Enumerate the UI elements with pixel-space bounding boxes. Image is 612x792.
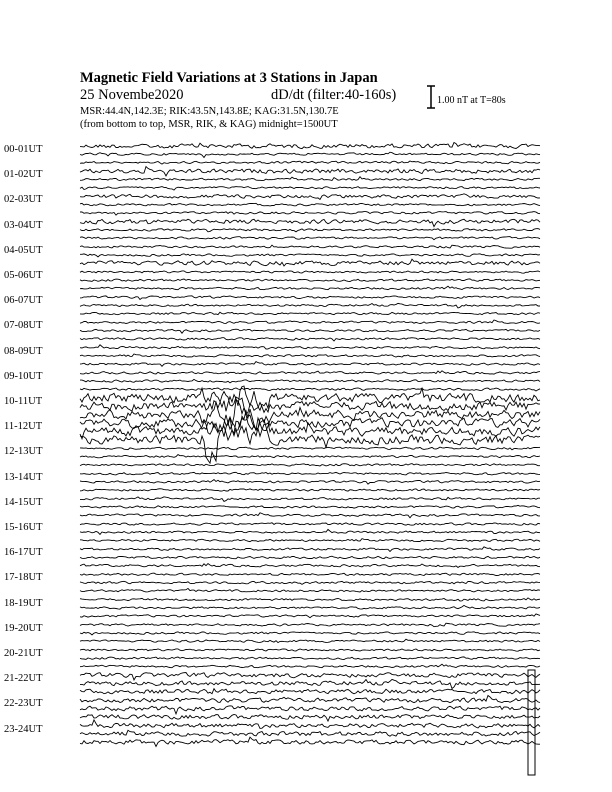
hour-label: 03-04UT [4,219,43,231]
trace-rik [80,415,540,439]
trace-msr [80,388,540,391]
trace-rik [80,730,540,736]
quantity-label: dD/dt (filter:40-160s) [271,87,397,103]
hour-label: 16-17UT [4,547,43,559]
trace-kag [80,143,540,149]
trace-rik [80,254,540,257]
trace-rik [80,354,540,357]
trace-kag [80,194,540,200]
hour-label: 19-20UT [4,622,43,634]
trace-kag [80,673,540,680]
hour-label: 02-03UT [4,194,43,206]
trace-kag [80,472,540,475]
trace-rik [80,679,540,688]
trace-kag [80,371,540,374]
hour-label: 04-05UT [4,244,43,256]
trace-msr [80,187,540,191]
trace-rik [80,632,540,635]
trace-msr [80,212,540,216]
trace-rik [80,379,540,382]
trace-kag [80,219,540,226]
trace-kag [80,573,540,576]
scale-bar [427,86,435,108]
trace-rik [80,706,540,714]
trace-msr [80,286,540,290]
trace-msr [80,588,540,592]
trace-kag [80,623,540,627]
trace-rik [80,605,540,609]
trace-msr [80,614,540,618]
order-label: (from bottom to top, MSR, RIK, & KAG) midnight=1500UT [80,119,338,130]
end-marker-box [528,670,535,775]
trace-msr [80,161,540,164]
trace-msr [80,259,540,266]
hour-label: 11-12UT [4,421,43,433]
hour-label: 17-18UT [4,572,43,584]
date-label: 25 Novembe2020 [80,87,184,103]
trace-rik [80,455,540,458]
trace-msr [80,464,540,466]
trace-msr [80,539,540,542]
trace-msr [80,715,540,722]
hour-label: 22-23UT [4,698,43,710]
hour-label: 15-16UT [4,522,43,533]
hour-label: 00-01UT [4,144,43,155]
hour-label: 07-08UT [4,320,43,332]
trace-kag [80,320,540,324]
trace-kag [80,271,540,273]
trace-kag [80,447,540,450]
trace-rik [80,529,540,534]
hour-label: 09-10UT [4,370,43,382]
trace-kag [80,720,540,729]
hour-label: 23-24UT [4,723,43,735]
trace-msr [80,664,540,668]
hour-label: 18-19UT [4,597,43,609]
trace-kag [80,547,540,552]
trace-kag [80,167,540,176]
trace-msr [80,513,540,518]
hour-label: 13-14UT [4,471,43,483]
stations-label: MSR:44.4N,142.3E; RIK:43.5N,143.8E; KAG:31.5N,130.7E [80,106,339,117]
trace-kag [80,296,540,300]
hour-label: 01-02UT [4,169,43,181]
hour-label: 08-09UT [4,345,43,357]
trace-msr [80,338,540,341]
scale-label: 1.00 nT at T=80s [437,95,506,106]
trace-rik [80,152,540,157]
trace-msr [80,237,540,240]
trace-msr [80,489,540,491]
chart-title: Magnetic Field Variations at 3 Stations in Japan [80,70,378,86]
trace-kag [80,497,540,502]
hour-label: 20-21UT [4,648,43,659]
trace-rik [80,556,540,559]
trace-rik [80,505,540,508]
trace-rik [80,480,540,485]
trace-rik [80,657,540,660]
trace-msr [80,312,540,315]
trace-rik [80,303,540,308]
trace-msr [80,362,540,367]
trace-msr [80,737,540,746]
trace-msr [80,564,540,568]
trace-msr [80,639,540,642]
hour-label: 14-15UT [4,496,43,508]
trace-msr [80,689,540,694]
trace-kag [80,598,540,601]
hour-label: 12-13UT [4,446,43,458]
trace-kag [80,245,540,248]
trace-rik [80,229,540,232]
trace-kag [80,649,540,651]
hour-label: 21-22UT [4,673,43,685]
hour-label: 05-06UT [4,270,43,281]
trace-rik [80,203,540,206]
trace-rik [80,329,540,333]
hour-label: 06-07UT [4,295,43,307]
trace-rik [80,581,540,584]
trace-rik [80,279,540,282]
trace-kag [80,523,540,525]
trace-rik [80,177,540,181]
trace-kag [80,345,540,349]
hour-label: 10-11UT [4,396,43,407]
trace-kag [80,696,540,703]
